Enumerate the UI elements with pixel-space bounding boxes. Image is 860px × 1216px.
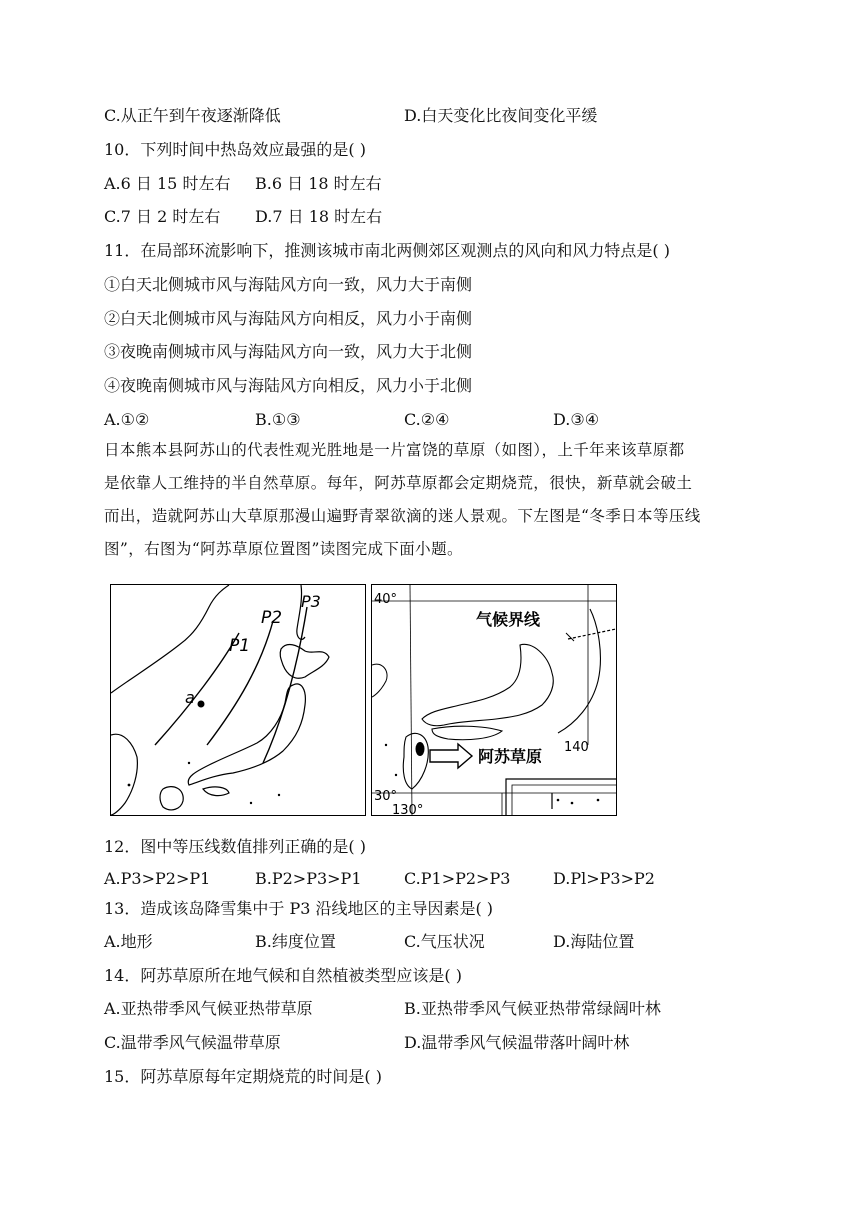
intro-line-2: 是依靠人工维持的半自然草原。每年，阿苏草原都会定期烧荒，很快，新草就会破土 (104, 474, 693, 492)
q9-option-d: D.白天变化比夜间变化平缓 (404, 106, 598, 125)
hokkaido-coast (280, 645, 329, 679)
q10-option-d: D.7 日 18 时左右 (255, 207, 383, 226)
label-30n: 30° (374, 789, 398, 804)
q12-stem: 12．图中等压线数值排列正确的是( ) (104, 837, 366, 856)
korea-coast (111, 734, 137, 815)
aso-location-map (371, 584, 617, 816)
climate-boundary-line (568, 629, 616, 639)
q14-option-a: A.亚热带季风气候亚热带草原 (104, 999, 313, 1018)
q10-option-a: A.6 日 15 时左右 (104, 174, 231, 193)
aso-map-drawing (372, 585, 616, 815)
isobar-map-drawing (111, 585, 365, 815)
isobar-map (110, 584, 366, 816)
q15-stem: 15．阿苏草原每年定期烧荒的时间是( ) (104, 1067, 382, 1086)
label-130e: 130° (392, 803, 424, 815)
label-40n: 40° (374, 592, 398, 607)
q11-option-a: A.①② (104, 410, 150, 429)
label-140e: 140 (564, 740, 589, 755)
intro-line-1: 日本熊本县阿苏山的代表性观光胜地是一片富饶的草原（如图），上千年来该草原都 (104, 441, 685, 459)
q11-item-1: ①白天北侧城市风与海陆风方向一致，风力大于南侧 (104, 275, 473, 294)
q13-option-c: C.气压状况 (404, 932, 485, 951)
label-p3: P3 (301, 592, 321, 611)
q11-option-b: B.①③ (255, 410, 301, 429)
q14-stem: 14．阿苏草原所在地气候和自然植被类型应该是( ) (104, 966, 462, 985)
intro-line-3: 而出，造就阿苏山大草原那漫山遍野青翠欲滴的迷人景观。下左图是“冬季日本等压线 (104, 507, 701, 525)
inset-frame (506, 779, 616, 815)
q11-item-2: ②白天北侧城市风与海陆风方向相反，风力小于南侧 (104, 309, 473, 328)
honshu-coast (188, 684, 305, 785)
q11-item-4: ④夜晚南侧城市风与海陆风方向相反，风力小于北侧 (104, 376, 473, 395)
q11-item-3: ③夜晚南侧城市风与海陆风方向一致，风力大于北侧 (104, 342, 473, 361)
q10-option-b: B.6 日 18 时左右 (255, 174, 382, 193)
point-a-marker (198, 701, 205, 708)
q12-option-c: C.P1>P2>P3 (404, 869, 511, 888)
label-climate-boundary: 气候界线 (476, 610, 541, 629)
q14-option-b: B.亚热带季风气候亚热带常绿阔叶林 (404, 999, 661, 1018)
intro-paragraph (104, 434, 764, 566)
label-aso-grassland: 阿苏草原 (478, 747, 543, 766)
shikoku-coast (432, 726, 502, 740)
q11-option-d: D.③④ (553, 410, 600, 429)
q13-option-d: D.海陆位置 (553, 932, 635, 951)
label-p1: P1 (229, 636, 251, 656)
gridline-130e (410, 585, 412, 815)
q13-option-b: B.纬度位置 (255, 932, 336, 951)
q10-option-c: C.7 日 2 时左右 (104, 207, 221, 226)
honshu-coast (422, 644, 553, 725)
kyushu-coast (403, 733, 428, 789)
q12-option-d: D.Pl>P3>P2 (553, 869, 655, 888)
q13-stem: 13．造成该岛降雪集中于 P3 沿线地区的主导因素是( ) (104, 899, 494, 918)
label-p2: P2 (261, 608, 283, 628)
arrow-icon (430, 744, 472, 768)
q14-option-d: D.温带季风气候温带落叶阔叶林 (404, 1033, 630, 1052)
q14-option-c: C.温带季风气候温带草原 (104, 1033, 281, 1052)
q9-option-c: C.从正午到午夜逐渐降低 (104, 106, 281, 125)
korea-coast (372, 664, 387, 697)
kyushu-coast (160, 787, 183, 810)
label-a: a (185, 688, 195, 707)
shikoku-coast (203, 787, 229, 796)
intro-line-4: 图”，右图为“阿苏草原位置图”读图完成下面小题。 (104, 540, 463, 558)
q12-option-a: A.P3>P2>P1 (104, 869, 211, 888)
isobar-p1 (155, 633, 239, 745)
q11-stem: 11．在局部环流影响下，推测该城市南北两侧郊区观测点的风向和风力特点是( ) (104, 241, 670, 260)
honshu-east-coast (558, 609, 600, 733)
q11-option-c: C.②④ (404, 410, 450, 429)
q13-option-a: A.地形 (104, 932, 153, 951)
aso-grassland-marker (416, 742, 425, 756)
q12-option-b: B.P2>P3>P1 (255, 869, 362, 888)
q10-stem: 10．下列时间中热岛效应最强的是( ) (104, 140, 366, 159)
